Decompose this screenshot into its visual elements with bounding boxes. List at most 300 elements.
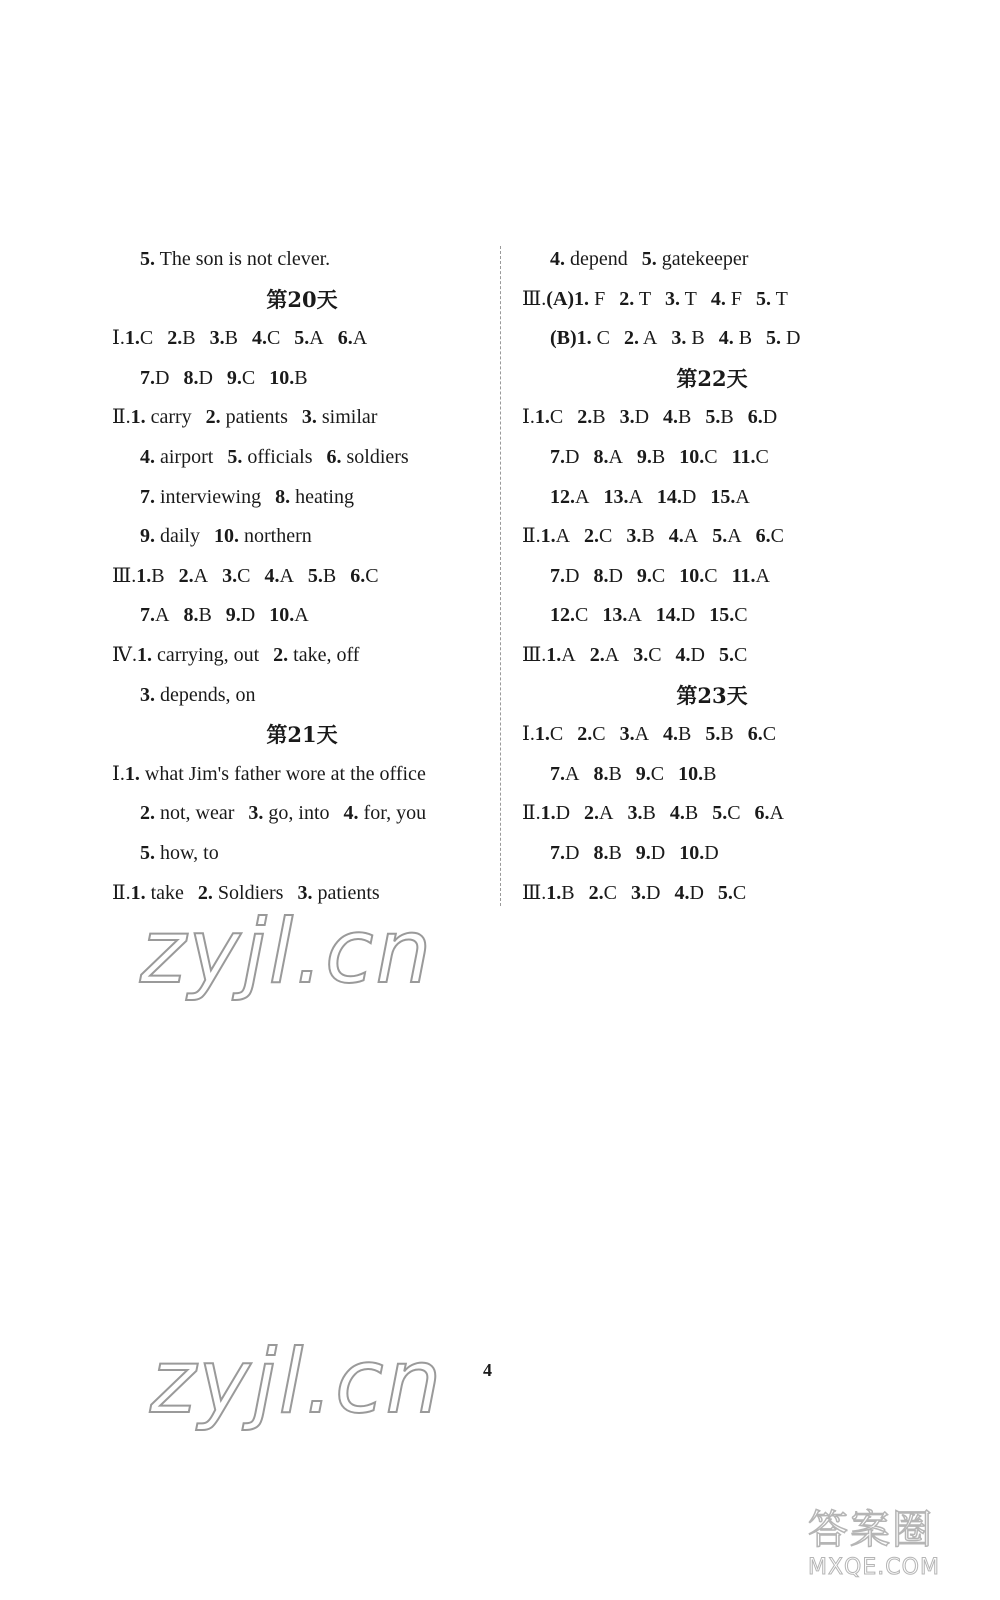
answer-text: patients [220, 406, 288, 429]
answer-item [179, 557, 208, 597]
answer-line [522, 438, 902, 478]
answer-text: F [589, 287, 606, 310]
question-number: 4. [251, 327, 267, 350]
answer-item [550, 319, 610, 359]
answer-line [112, 240, 492, 280]
question-number: 3. [619, 406, 635, 429]
answer-item [222, 557, 250, 597]
question-number: 15. [710, 485, 736, 508]
answer-item [344, 794, 427, 834]
question-number: 8. [593, 564, 609, 587]
answer-item [546, 636, 575, 676]
answer-text: C [770, 525, 784, 548]
answer-line [522, 636, 902, 676]
answer-item [671, 319, 704, 359]
answer-text: C [762, 723, 777, 746]
day-heading: 第23天 [676, 682, 748, 708]
answer-item [535, 715, 563, 755]
answer-text: C [139, 327, 154, 350]
answer-text: B [678, 723, 692, 746]
answer-item [665, 280, 697, 320]
question-number: 6. [754, 802, 770, 825]
answer-item [269, 359, 307, 399]
answer-line [112, 398, 492, 438]
answer-item [732, 557, 770, 597]
question-number: 1. [124, 327, 140, 350]
question-number: 6. [747, 406, 763, 429]
answer-item [679, 557, 717, 597]
answer-text: A [755, 564, 770, 587]
answer-text: D [565, 445, 580, 468]
answer-text: B [720, 406, 734, 429]
answer-item [766, 319, 800, 359]
question-number: 4. [718, 327, 734, 350]
answer-item [642, 240, 749, 280]
answer-text: similar [316, 406, 378, 429]
question-number: 2. [588, 881, 604, 904]
answer-text: gatekeeper [656, 248, 749, 270]
question-number: 6. [755, 525, 771, 548]
answer-text: F [725, 287, 743, 310]
answer-item [206, 398, 288, 438]
answer-text: C [591, 327, 611, 350]
answer-item [756, 280, 788, 320]
answer-item [546, 874, 574, 914]
section-numeral: Ⅱ. [112, 881, 131, 904]
answer-item [577, 398, 605, 438]
question-number: 7. [140, 366, 155, 389]
question-number: 4. [550, 248, 565, 270]
column-divider [500, 246, 501, 906]
answer-text: D [762, 406, 778, 429]
question-number: 7. [550, 564, 565, 587]
answer-text: take, off [288, 643, 360, 666]
answer-text: C [549, 723, 564, 746]
day-heading: 第20天 [266, 286, 338, 312]
answer-item [140, 517, 200, 557]
answer-item [705, 715, 733, 755]
answer-text: A [193, 564, 209, 587]
answer-item [294, 319, 323, 359]
question-number: 12. [550, 485, 575, 508]
question-number: 10. [269, 604, 295, 627]
question-number: 3. [619, 723, 635, 746]
answer-line [112, 478, 492, 518]
answer-item [620, 715, 649, 755]
question-number: 4. [663, 406, 679, 429]
answer-item [593, 557, 622, 597]
answer-line [112, 755, 492, 795]
answer-text: airport [155, 445, 214, 468]
watermark-bottom: zyjl.cn [150, 1330, 444, 1433]
answer-item [550, 834, 579, 874]
answer-text: C [651, 564, 666, 587]
answer-item [712, 517, 741, 557]
answer-item [602, 596, 641, 636]
answer-item [603, 478, 642, 518]
answer-text: A [309, 327, 324, 350]
question-number: 1. [540, 525, 556, 548]
answer-text: C [603, 881, 617, 904]
answer-text: A [352, 327, 368, 350]
answer-item [541, 517, 570, 557]
question-number: 4. [663, 723, 679, 746]
section-numeral: Ⅲ. [522, 643, 547, 666]
answer-item [264, 557, 293, 597]
answer-item [719, 636, 747, 676]
answer-item [755, 794, 784, 834]
answer-text: B [198, 604, 212, 627]
answer-text: officials [242, 445, 313, 468]
question-number: 1. [546, 643, 562, 666]
question-number: 1. [124, 762, 140, 785]
section-numeral: Ⅱ. [112, 406, 131, 429]
answer-item [210, 319, 238, 359]
answer-item [712, 794, 740, 834]
question-number: 3. [626, 525, 642, 548]
answer-text: D [155, 366, 170, 389]
question-number: 1. [130, 406, 146, 429]
answer-text: B [678, 406, 692, 429]
question-number: 6. [350, 564, 366, 587]
question-number: 7. [550, 445, 565, 468]
answer-item [140, 478, 261, 518]
answer-item [674, 874, 703, 914]
answer-item [710, 478, 749, 518]
answer-item [637, 438, 665, 478]
answer-text: A [599, 802, 614, 825]
answer-text: B [684, 802, 699, 825]
answer-text: T [634, 287, 652, 310]
question-number: 9. [225, 604, 241, 627]
question-number: 1. [534, 723, 550, 746]
answer-line [522, 794, 902, 834]
answer-line [112, 319, 492, 359]
question-number: 3. [630, 881, 646, 904]
question-number: 15. [709, 604, 735, 627]
question-number: 9. [635, 841, 651, 864]
answer-item [140, 834, 219, 874]
answer-text: B [703, 762, 717, 785]
day-heading: 第22天 [676, 365, 748, 391]
answer-item [140, 676, 256, 716]
answer-text: what Jim's father wore at the office [139, 762, 426, 785]
answer-text: C [241, 366, 256, 389]
answer-text: Soldiers [212, 881, 284, 904]
answer-text: B [561, 881, 575, 904]
section-numeral: Ⅰ. [522, 723, 535, 746]
answer-text: D [198, 366, 213, 389]
answer-item [140, 596, 169, 636]
section-numeral: Ⅲ. [522, 881, 547, 904]
answer-item [590, 636, 619, 676]
question-number: 2. [584, 525, 600, 548]
answer-line [522, 557, 902, 597]
question-number: 3. [627, 802, 643, 825]
answer-item [719, 319, 752, 359]
answer-line [522, 596, 902, 636]
answer-item [678, 755, 716, 795]
question-number: 4. [264, 564, 280, 587]
answer-item [663, 715, 691, 755]
question-number: 9. [635, 762, 651, 785]
answer-text: A [628, 485, 643, 508]
answer-text: D [634, 406, 650, 429]
question-number: 2. [624, 327, 640, 350]
question-number: 11. [731, 564, 756, 587]
answer-item [248, 794, 329, 834]
question-number: 8. [593, 762, 609, 785]
question-number: 3. [301, 406, 317, 429]
answer-text: depends, on [155, 683, 256, 706]
answer-text: daily [155, 525, 200, 548]
question-number: 10. [269, 366, 295, 389]
question-number: 1. [136, 564, 152, 587]
answer-item [550, 596, 588, 636]
answer-item [624, 319, 657, 359]
watermark-top: zyjl.cn [140, 900, 434, 1003]
answer-text: B [733, 327, 753, 350]
answer-line [112, 794, 492, 834]
answer-item [756, 517, 784, 557]
answer-text: depend [565, 248, 628, 270]
answer-item [631, 874, 660, 914]
answer-line [112, 359, 492, 399]
answer-item [626, 517, 654, 557]
question-number: 2. [577, 406, 593, 429]
answer-text: B [642, 802, 656, 825]
question-number: 12. [550, 604, 575, 627]
answer-text: B [151, 564, 165, 587]
answer-item [670, 794, 698, 834]
answer-text: for, you [358, 802, 427, 825]
answer-text: C [650, 762, 665, 785]
answer-item [748, 715, 776, 755]
question-number: 9. [140, 525, 155, 548]
answer-text: carry [145, 406, 192, 429]
answer-text: B [608, 762, 622, 785]
answer-item [131, 398, 192, 438]
answer-text: not, wear [155, 802, 235, 825]
question-number: 8. [275, 485, 291, 508]
answer-text: B [720, 723, 734, 746]
answer-text: The son is not clever. [155, 248, 331, 270]
answer-line [522, 715, 902, 755]
answer-item [628, 794, 656, 834]
answer-item [593, 438, 622, 478]
answer-text: interviewing [155, 485, 262, 508]
question-number: 4. [343, 802, 359, 825]
section-numeral: Ⅱ. [522, 802, 541, 825]
question-number: 8. [593, 841, 609, 864]
corner-logo-cn: 答案圈 [808, 1507, 934, 1553]
question-number: 1. [136, 643, 152, 666]
answer-text: B [608, 841, 622, 864]
answer-line [112, 596, 492, 636]
answer-item [679, 834, 718, 874]
answer-text: how, to [155, 841, 219, 864]
question-number: 8. [183, 604, 199, 627]
answer-text: T [680, 287, 697, 310]
answer-line [112, 438, 492, 478]
answer-text: B [592, 406, 606, 429]
answer-item [637, 557, 665, 597]
question-number: 4. [710, 287, 726, 310]
answer-text: heating [290, 485, 354, 508]
answer-line [522, 280, 902, 320]
question-number: 5. [294, 327, 310, 350]
question-number: 5. [712, 525, 728, 548]
answer-item [584, 794, 613, 834]
question-number: 11. [731, 445, 756, 468]
answer-item [718, 874, 746, 914]
question-number: 7. [140, 604, 155, 627]
answer-line [522, 478, 902, 518]
answer-item [633, 636, 661, 676]
answer-item [227, 359, 255, 399]
question-number: 1. [130, 881, 146, 904]
answer-text: B [322, 564, 337, 587]
question-number: 5. [140, 248, 155, 270]
section-numeral: Ⅳ. [112, 643, 137, 666]
question-number: 3. [665, 287, 681, 310]
answer-text: C [237, 564, 251, 587]
right-column [522, 240, 902, 913]
answer-text: C [592, 723, 606, 746]
answer-item [550, 438, 579, 478]
question-number: 7. [140, 485, 155, 508]
answer-item [550, 478, 589, 518]
question-number: 13. [603, 485, 629, 508]
answer-text: D [681, 485, 697, 508]
answer-item [214, 517, 312, 557]
answer-text: B [294, 366, 308, 389]
answer-item [273, 636, 359, 676]
question-number: 5. [717, 881, 733, 904]
answer-text: D [608, 564, 623, 587]
question-number: (B)1. [550, 327, 592, 350]
question-number: 6. [747, 723, 763, 746]
question-number: 9. [636, 564, 652, 587]
question-number: 2. [273, 643, 289, 666]
question-number: 5. [766, 327, 782, 350]
answer-item [636, 834, 665, 874]
answer-item [302, 398, 378, 438]
question-number: 7. [550, 762, 565, 785]
question-number: 8. [183, 366, 199, 389]
question-number: 5. [712, 802, 728, 825]
answer-text: C [549, 406, 564, 429]
answer-text: C [734, 643, 748, 666]
question-number: 5. [756, 287, 772, 310]
answer-text: C [755, 445, 769, 468]
question-number: 6. [326, 445, 342, 468]
section-numeral: Ⅲ. [112, 564, 137, 587]
question-number: 4. [140, 445, 155, 468]
answer-item [308, 557, 336, 597]
question-number: 8. [593, 445, 609, 468]
answer-item [183, 359, 212, 399]
question-number: 2. [167, 327, 183, 350]
answer-item [657, 478, 696, 518]
answer-item [732, 438, 769, 478]
answer-text: A [155, 604, 170, 627]
answer-item [326, 438, 408, 478]
answer-text: C [704, 445, 718, 468]
answer-item [656, 596, 695, 636]
answer-item [709, 596, 747, 636]
answer-line [112, 636, 492, 676]
answer-item [140, 438, 213, 478]
question-number: 10. [679, 564, 705, 587]
question-number: 5. [705, 406, 721, 429]
answer-item [140, 794, 234, 834]
answer-text: D [565, 564, 580, 587]
question-number: 3. [222, 564, 238, 587]
question-number: 5. [719, 643, 734, 666]
answer-text: D [689, 881, 704, 904]
question-number: 3. [140, 683, 155, 706]
answer-item [705, 398, 733, 438]
answer-text: soldiers [341, 445, 409, 468]
question-number: 2. [589, 643, 605, 666]
answer-text: D [704, 841, 719, 864]
answer-text: A [608, 445, 623, 468]
question-number: 5. [140, 841, 155, 864]
answer-text: B [182, 327, 196, 350]
answer-text: T [771, 287, 788, 310]
answer-item [584, 517, 612, 557]
left-column [112, 240, 492, 913]
answer-item [593, 834, 621, 874]
question-number: 4. [674, 881, 690, 904]
question-number: 1. [534, 406, 550, 429]
answer-item [227, 438, 312, 478]
answer-item [589, 874, 617, 914]
answer-item [535, 398, 563, 438]
answer-line [522, 398, 902, 438]
question-number: (A)1. [546, 287, 590, 310]
answer-item [167, 319, 195, 359]
question-number: 14. [655, 604, 681, 627]
answer-text: C [732, 881, 747, 904]
question-number: 14. [656, 485, 682, 508]
answer-item [619, 280, 651, 320]
answer-item [338, 319, 367, 359]
answer-text: D [645, 881, 661, 904]
answer-text: A [604, 643, 620, 666]
day-heading: 第21天 [266, 722, 338, 748]
question-number: 7. [550, 841, 565, 864]
question-number: 3. [633, 643, 649, 666]
answer-item [269, 596, 308, 636]
question-number: 10. [679, 445, 705, 468]
section-numeral: Ⅰ. [112, 327, 125, 350]
answer-text: D [650, 841, 666, 864]
answer-item [550, 240, 628, 280]
answer-item [226, 596, 255, 636]
question-number: 5. [705, 723, 721, 746]
question-number: 5. [307, 564, 323, 587]
answer-text: C [704, 564, 718, 587]
answer-text: A [769, 802, 784, 825]
answer-text: B [641, 525, 655, 548]
answer-text: C [365, 564, 379, 587]
answer-text: carrying, out [151, 643, 260, 666]
answer-line [522, 517, 902, 557]
answer-item [546, 280, 605, 320]
question-number: 2. [205, 406, 221, 429]
